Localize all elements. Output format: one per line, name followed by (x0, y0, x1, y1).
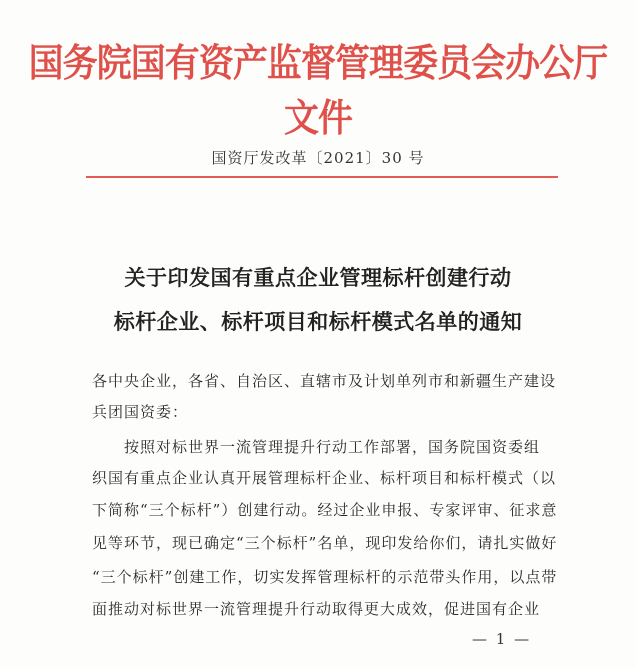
body-paragraph-line: 织国有重点企业认真开展管理标杆企业、标杆项目和标杆模式（以 (92, 469, 557, 487)
body-paragraph-line: 各中央企业，各省、自治区、直辖市及计划单列市和新疆生产建设 (92, 372, 557, 390)
body-paragraph-line: 见等环节，现已确定“三个标杆”名单，现印发给你们，请扎实做好 (92, 534, 558, 552)
body-paragraph-line: 面推动对标世界一流管理提升行动取得更大成效，促进国有企业 (92, 600, 541, 618)
letterhead-title: 国务院国有资产监督管理委员会办公厅文件 (28, 41, 608, 140)
body-paragraph-line: 按照对标世界一流管理提升行动工作部署，国务院国资委组 (124, 438, 541, 456)
page-number: — 1 — (472, 630, 532, 648)
body-paragraph-line: “三个标杆”创建工作，切实发挥管理标杆的示范带头作用，以点带 (92, 568, 558, 586)
body-paragraph-line: 兵团国资委： (92, 403, 189, 421)
notice-title-line-2: 标杆企业、标杆项目和标杆模式名单的通知 (113, 310, 523, 334)
document-number: 国资厅发改革〔2021〕30 号 (211, 149, 425, 167)
body-paragraph-line: 下简称“三个标杆”）创建行动。经过企业申报、专家评审、征求意 (92, 501, 558, 519)
red-divider-line (86, 176, 558, 178)
notice-title-line-1: 关于印发国有重点企业管理标杆创建行动 (124, 266, 512, 290)
